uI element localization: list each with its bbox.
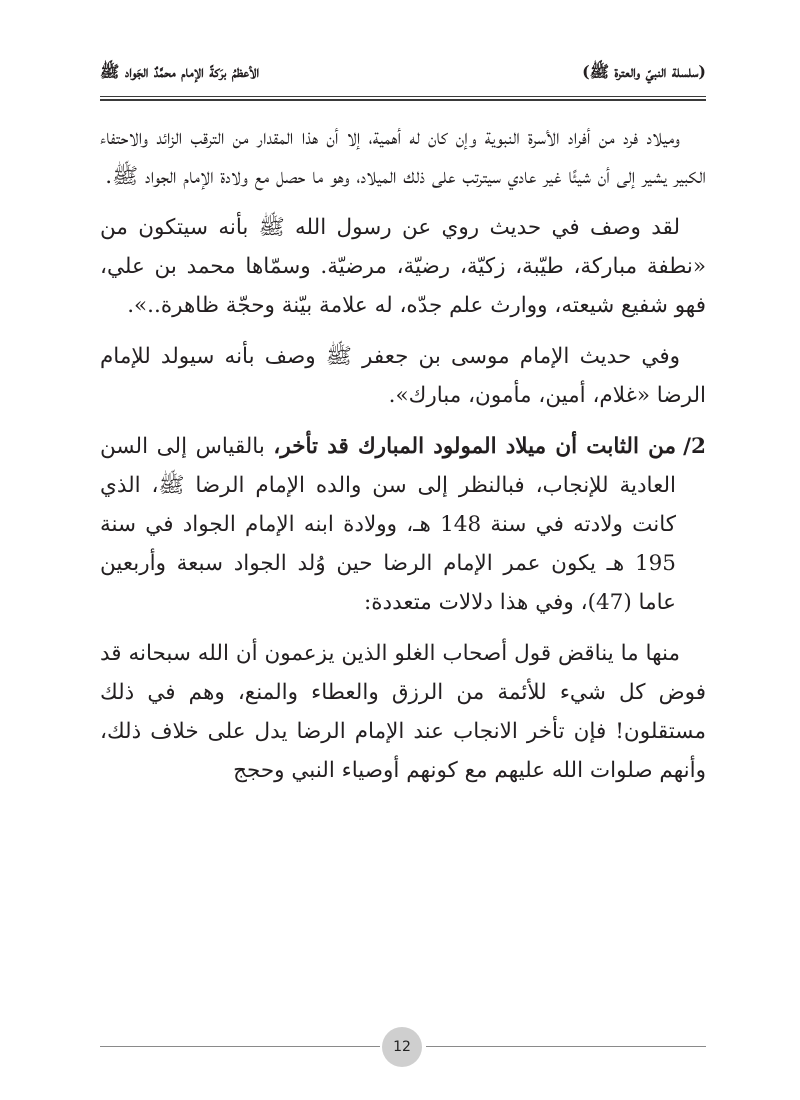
paragraph-2: لقد وصف في حديث روي عن رسول الله ﷺ بأنه سيتكون من «نطفة مباركة، طيّبة، زكيّة، رضيّة، مرضيّة. وسمّاها محمد بن علي، فهو شفيع شيعته، ووارث علم جدّه، له علامة بيّنة وحجّة ظاهرة..». bbox=[100, 215, 706, 318]
header-rule-thick bbox=[100, 99, 706, 101]
numbered-item bbox=[100, 427, 706, 622]
paragraph-3: وفي حديث الإمام موسى بن جعفر ﷺ وصف بأنه سيولد للإمام الرضا «غلام، أمين، مأمون، مبارك». bbox=[100, 344, 706, 408]
header-rule-thin bbox=[100, 96, 706, 97]
footer-rule-right bbox=[426, 1046, 706, 1047]
numbered-item-heading: من الثابت أن ميلاد المولود المبارك قد تأخر، bbox=[273, 434, 677, 459]
series-title: (سلسلة النبيّ والعترة ﷺ) bbox=[582, 61, 706, 81]
numbered-item-text: بالقياس إلى السن العادية للإنجاب، فبالنظر إلى سن والده الإمام الرضا ﷺ، الذي كانت ولادته في سنة 148 هـ، وولادة ابنه الإمام الجواد في سنة 195 هـ يكون عمر الإمام الرضا حين وُلد الجواد سبعة وأربعين عاما (47)، وفي هذا دلالات متعددة: bbox=[100, 434, 676, 615]
paragraph-1: وميلاد فرد من أفراد الأسرة النبوية وإن كان له أهمية، إلا أن هذا المقدار من الترقب الزائد والاحتفاء الكبير يشير إلى أن شيئًا غير عادي سيترتب على ذلك الميلاد، وهو ما حصل مع ولادة الإمام الجواد ﷺ. bbox=[100, 125, 706, 189]
numbered-item-label: 2/ bbox=[683, 434, 706, 459]
paragraph-4: منها ما يناقض قول أصحاب الغلو الذين يزعمون أن الله سبحانه قد فوض كل شيء للأئمة من الرزق والعطاء والمنع، وهم في ذلك مستقلون! فإن تأخر الانجاب عند الإمام الرضا يدل على خلاف ذلك، وأنهم صلوات الله عليهم مع كونهم أوصياء النبي وحجج bbox=[100, 641, 706, 783]
running-header bbox=[100, 55, 706, 91]
numbered-item-body bbox=[100, 427, 676, 622]
footer-rule-left bbox=[100, 1046, 380, 1047]
book-title: الأعظمُ برَكةً الإمام محمَّدٌ الجَواد ﷺ bbox=[100, 61, 260, 81]
body-text bbox=[100, 118, 706, 802]
page-number: 12 bbox=[382, 1027, 422, 1067]
